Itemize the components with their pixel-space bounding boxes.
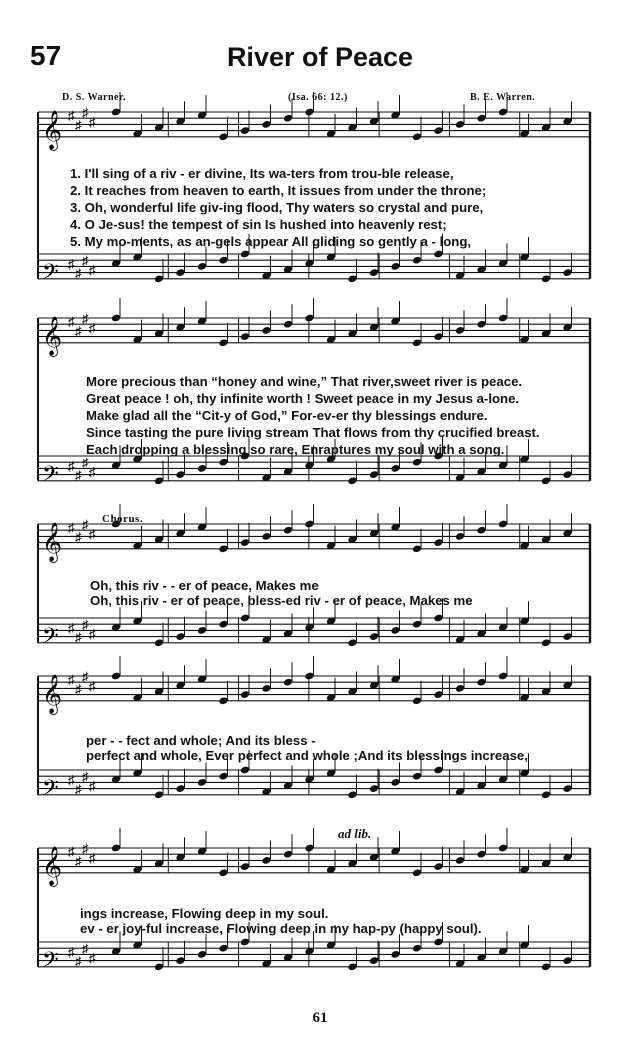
chorus-line-3-lower: ev - er joy-ful increase, Flowing deep in my hap-py (happy soul). <box>80 921 482 936</box>
sharp-icon: ♯ <box>75 529 82 545</box>
sharp-icon: ♯ <box>89 678 96 694</box>
verse-5-line-2: Each dropping a blessing so rare, Enraptures my soul with a song. <box>86 442 505 457</box>
sharp-icon: ♯ <box>89 262 96 278</box>
treble-clef-icon: 𝄞 <box>42 673 63 714</box>
treble-clef-icon: 𝄞 <box>42 845 63 886</box>
sharp-icon: ♯ <box>82 841 89 856</box>
sharp-icon: ♯ <box>75 953 82 969</box>
verse-1-line-1: 1. I'll sing of a riv - er divine, Its wa-ters from trou-ble release, <box>70 166 454 181</box>
sharp-icon: ♯ <box>75 265 82 281</box>
ad-lib-marking: ad lib. <box>338 826 372 841</box>
bass-clef-icon: 𝄢 <box>42 259 59 290</box>
verse-3-line-2: Make glad all the “Cit-y of God,” For-ev-er thy blessings endure. <box>86 408 488 423</box>
composer-credit: B. E. Warren. <box>470 92 536 103</box>
sharp-icon: ♯ <box>82 253 89 269</box>
sharp-icon: ♯ <box>89 320 96 336</box>
hymn-title: River of Peace <box>226 42 414 72</box>
verse-4-line-1: 4. O Je-sus! the tempest of sin Is hushed into heavenly rest; <box>70 217 447 232</box>
hymn-number: 57 <box>30 40 62 71</box>
sharp-icon: ♯ <box>68 944 75 960</box>
sharp-icon: ♯ <box>75 853 82 869</box>
sharp-icon: ♯ <box>68 520 75 536</box>
sharp-icon: ♯ <box>89 526 96 542</box>
treble-clef-icon: 𝄞 <box>42 109 63 150</box>
sharp-icon: ♯ <box>68 314 75 330</box>
verse-1-line-2: More precious than “honey and wine,” That river,sweet river is peace. <box>86 374 523 389</box>
verse-4-line-2: Since tasting the pure living stream That flows from thy crucified breast. <box>86 425 540 440</box>
sharp-icon: ♯ <box>89 850 96 866</box>
chorus-line-2-lower: perfect and whole, Ever perfect and whole ;And its blessings increase, <box>86 748 528 763</box>
sharp-icon: ♯ <box>89 464 96 480</box>
chorus-label: Chorus. <box>102 513 144 525</box>
sharp-icon: ♯ <box>82 617 89 633</box>
sharp-icon: ♯ <box>75 681 82 697</box>
page-number: 61 <box>312 1010 328 1026</box>
sharp-icon: ♯ <box>68 256 75 272</box>
chorus-line-3-upper: ings increase, Flowing deep in my soul. <box>80 906 329 921</box>
sharp-icon: ♯ <box>89 626 96 642</box>
sharp-icon: ♯ <box>82 517 89 532</box>
lyricist-credit: D. S. Warner. <box>62 92 127 103</box>
sharp-icon: ♯ <box>68 844 75 860</box>
sharp-icon: ♯ <box>68 672 75 688</box>
bass-clef-icon: 𝄢 <box>42 623 59 654</box>
treble-clef-icon: 𝄞 <box>42 315 63 356</box>
bass-clef-icon: 𝄢 <box>42 775 59 806</box>
sharp-icon: ♯ <box>68 458 75 474</box>
sharp-icon: ♯ <box>82 105 89 120</box>
sharp-icon: ♯ <box>75 117 82 133</box>
bass-clef-icon: 𝄢 <box>42 947 59 978</box>
sharp-icon: ♯ <box>75 629 82 645</box>
sharp-icon: ♯ <box>68 620 75 636</box>
sharp-icon: ♯ <box>89 778 96 794</box>
sharp-icon: ♯ <box>82 769 89 785</box>
sharp-icon: ♯ <box>75 467 82 483</box>
sharp-icon: ♯ <box>82 455 89 471</box>
sharp-icon: ♯ <box>89 950 96 966</box>
chorus-line-1-lower: Oh, this riv - er of peace, bless-ed riv - er of peace, Makes me <box>90 593 473 608</box>
chorus-line-1-upper: Oh, this riv - - er of peace, Makes me <box>90 578 319 593</box>
treble-clef-icon: 𝄞 <box>42 521 63 562</box>
chorus-line-2-upper: per - - fect and whole; And its bless - <box>86 733 316 748</box>
sharp-icon: ♯ <box>89 114 96 130</box>
sharp-icon: ♯ <box>75 781 82 797</box>
verse-2-line-1: 2. It reaches from heaven to earth, It issues from under the throne; <box>70 183 487 198</box>
scripture-reference: (Isa. 66: 12.) <box>288 92 348 103</box>
sharp-icon: ♯ <box>68 772 75 788</box>
verse-5-line-1: 5. My mo-ments, as an-gels appear All gliding so gently a - long, <box>70 234 472 249</box>
sharp-icon: ♯ <box>82 941 89 957</box>
sharp-icon: ♯ <box>82 669 89 684</box>
sharp-icon: ♯ <box>82 311 89 326</box>
bass-clef-icon: 𝄢 <box>42 461 59 492</box>
sharp-icon: ♯ <box>68 108 75 124</box>
verse-3-line-1: 3. Oh, wonderful life giv-ing flood, Thy waters so crystal and pure, <box>70 200 484 215</box>
sharp-icon: ♯ <box>75 323 82 339</box>
verse-2-line-2: Great peace ! oh, thy infinite worth ! Sweet peace in my Jesus a-lone. <box>86 391 520 406</box>
